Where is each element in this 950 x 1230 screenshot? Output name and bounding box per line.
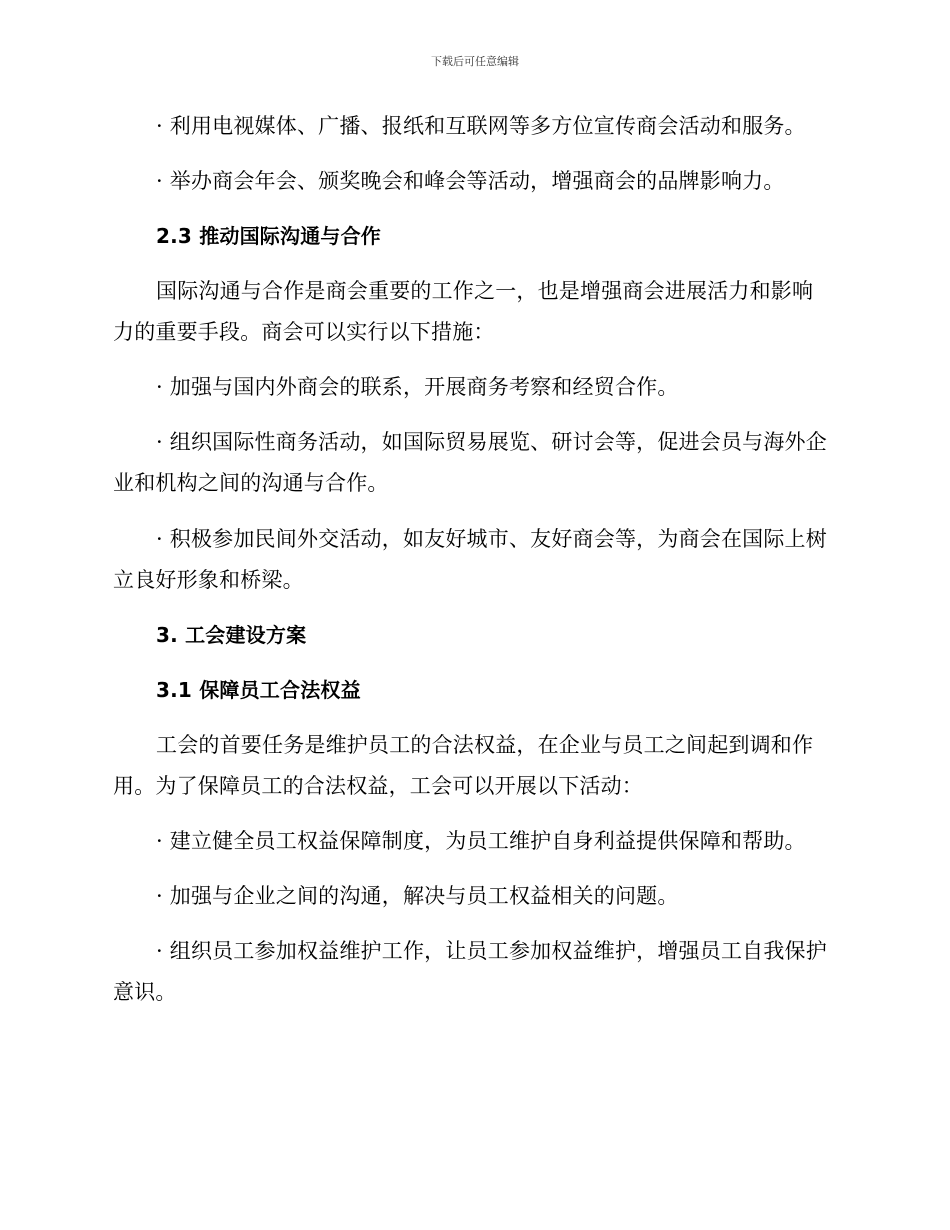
- bullet-paragraph-diplomacy: · 积极参加民间外交活动，如友好城市、友好商会等，为商会在国际上树立良好形象和桥梁。: [113, 527, 827, 592]
- header-note: 下载后可任意编辑: [431, 55, 519, 68]
- bullet-paragraph-system: · 建立健全员工权益保障制度，为员工维护自身利益提供保障和帮助。: [156, 829, 806, 853]
- body-paragraph-international: 国际沟通与合作是商会重要的工作之一，也是增强商会进展活力和影响力的重要手段。商会可以实行以下措施：: [113, 279, 814, 344]
- section-heading-3-1: 3.1 保障员工合法权益: [156, 678, 361, 702]
- bullet-paragraph-activities: · 组织国际性商务活动，如国际贸易展览、研讨会等，促进会员与海外企业和机构之间的沟通与合作。: [113, 430, 827, 495]
- body-paragraph-union: 工会的首要任务是维护员工的合法权益，在企业与员工之间起到调和作用。为了保障员工的合法权益，工会可以开展以下活动：: [113, 733, 814, 798]
- section-heading-2-3: 2.3 推动国际沟通与合作: [156, 224, 381, 248]
- section-heading-3: 3. 工会建设方案: [156, 623, 307, 647]
- bullet-paragraph-media: · 利用电视媒体、广播、报纸和互联网等多方位宣传商会活动和服务。: [156, 114, 806, 138]
- bullet-paragraph-participation: · 组织员工参加权益维护工作，让员工参加权益维护，增强员工自我保护意识。: [113, 939, 827, 1004]
- bullet-paragraph-contact: · 加强与国内外商会的联系，开展商务考察和经贸合作。: [156, 375, 679, 399]
- bullet-paragraph-events: · 举办商会年会、颁奖晚会和峰会等活动，增强商会的品牌影响力。: [156, 169, 785, 193]
- bullet-paragraph-communication: · 加强与企业之间的沟通，解决与员工权益相关的问题。: [156, 884, 679, 908]
